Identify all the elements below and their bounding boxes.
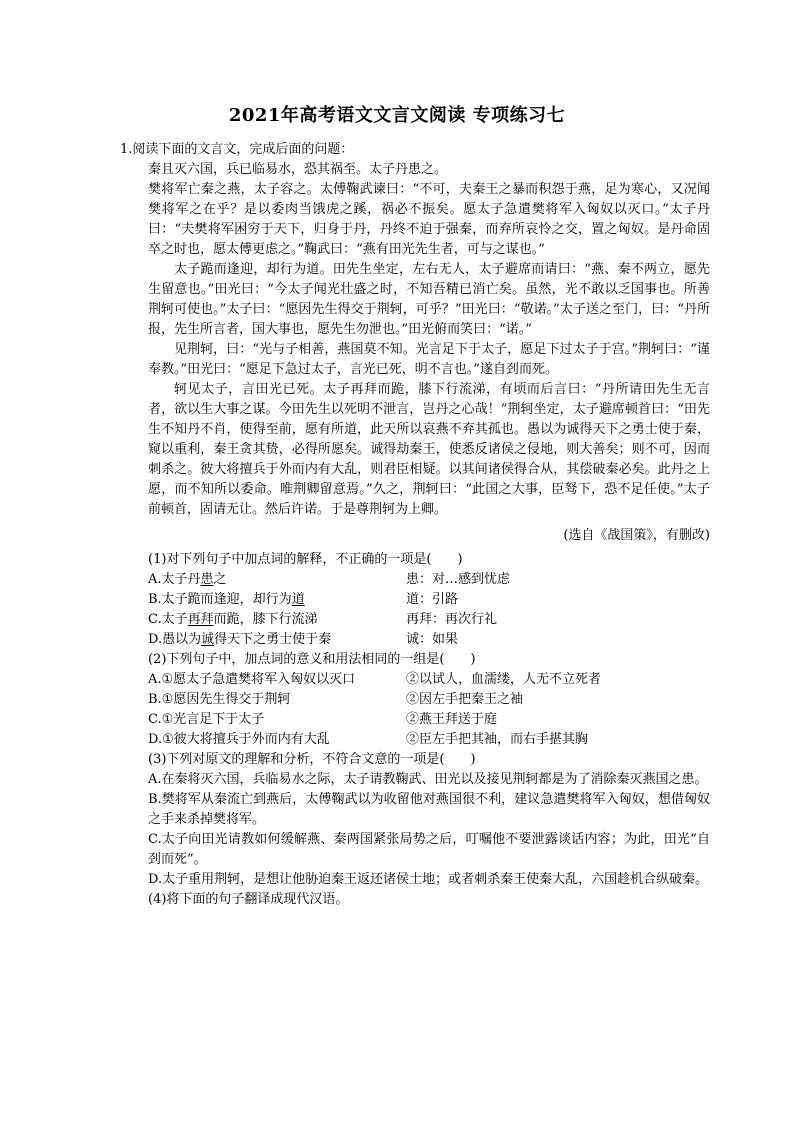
question-number: 1.: [120, 142, 133, 157]
subquestion-1-stem: (1)对下列句子中加点词的解释，不正确的一项是( ): [148, 552, 463, 567]
option-label: D.愚以为: [148, 632, 202, 647]
subquestion-2-stem: (2)下列句子中，加点词的意义和用法相同的一组是( ): [148, 652, 476, 667]
option-left: C.①光言足下于太子: [148, 712, 265, 727]
option-right: ②燕王拜送于庭: [406, 712, 498, 727]
subquestion-3-option: A.在秦将灭六国，兵临易水之际，太子请教鞠武、田光以及接见荆轲都是为了消除秦灭燕国之患。: [148, 772, 708, 787]
option-left: D.①彼大将擅兵于外而内有大乱: [148, 732, 330, 747]
option-label: A.太子丹: [148, 572, 201, 587]
option-label: B.太子跪而逢迎，却行为: [148, 592, 292, 607]
option-after: 而跪，膝下行流涕: [213, 612, 318, 627]
marked-word: 道: [291, 592, 305, 607]
option-left: B.①愿因先生得交于荆轲: [148, 692, 291, 707]
option-gloss: 再拜：再次行礼: [406, 612, 498, 627]
passage-paragraph: 太子跪而逢迎，却行为道。田先生坐定，左右无人，太子避席而请曰：“燕、秦不两立，愿先生留意也。”田光曰：“今太子闻光壮盛之时，不知吾精已消亡矣。虽然，光不敢以乏国事也。所善荆轲可使也。”太子曰：“愿因先生得交于荆轲，可乎？”田光曰：“敬诺。”太子送之至门，曰：“丹所报，先生所言者，国大事也，愿先生勿泄也。”田光俯而笑曰：“诺。”: [148, 262, 710, 337]
question-block: [120, 140, 710, 910]
option-right: ②因左手把秦王之袖: [406, 692, 524, 707]
option-gloss: 患：对…感到忧虑: [406, 572, 511, 587]
option-label: C.太子: [148, 612, 188, 627]
option-right: ②臣左手把其袖，而右手揕其胸: [406, 732, 589, 747]
passage: [148, 160, 710, 910]
passage-paragraph: 见荆轲，曰：“光与子相善，燕国莫不知。光言足下于太子，愿足下过太子于宫。”荆轲曰：“谨奉教。”田光曰：“愿足下急过太子，言光已死，明不言也。”遂自刭而死。: [148, 342, 710, 377]
source-note: (选自《战国策》，有删改): [563, 528, 710, 543]
option-left: A.①愿太子急遣樊将军入匈奴以灭口: [148, 672, 356, 687]
marked-word: 再拜: [187, 612, 214, 627]
marked-word: 患: [200, 572, 214, 587]
subquestion-3-stem: (3)下列对原文的理解和分析，不符合文意的一项是( ): [148, 752, 476, 767]
subquestion-2-option: [148, 710, 710, 730]
subquestion-3-option: D.太子重用荆轲，是想让他胁迫秦王返还诸侯土地；或者刺杀秦王使秦大乱，六国趁机合纵破秦。: [148, 872, 709, 887]
question-prompt-text: 阅读下面的文言文，完成后面的问题：: [132, 142, 354, 157]
option-gloss: 诚：如果: [406, 632, 459, 647]
option-after: 之: [213, 572, 227, 587]
page-title: 2021年高考语文文言文阅读 专项练习七: [228, 105, 566, 126]
subquestion-3-option: B.樊将军从秦流亡到燕后，太傅鞠武以为收留他对燕国很不利，建议急遣樊将军入匈奴，想借匈奴之手来杀掉樊将军。: [148, 792, 710, 827]
subquestion-2-option: [148, 670, 710, 690]
option-after: 得天下之勇士使于秦: [214, 632, 332, 647]
subquestion-4-stem: (4)将下面的句子翻译成现代汉语。: [148, 892, 349, 907]
subquestion-1-option: [148, 630, 710, 650]
passage-paragraph: 樊将军亡秦之燕，太子容之。太傅鞠武谏曰：“不可，夫秦王之暴而积怨于燕，足为寒心，又况闻樊将军之在乎？是以委肉当饿虎之蹊，祸必不振矣。愿太子急遣樊将军入匈奴以灭口。”太子丹曰：“夫樊将军困穷于天下，归身于丹，丹终不迫于强秦，而弃所哀怜之交，置之匈奴。是丹命固卒之时也，愿太傅更虑之。”鞠武曰：“燕有田光先生者，可与之谋也。”: [148, 182, 710, 257]
subquestion-1-option: [148, 610, 710, 630]
question-prompt: [120, 140, 710, 160]
option-right: ②以试人，血濡缕，人无不立死者: [406, 672, 602, 687]
passage-paragraph: 秦且灭六国，兵已临易水，恐其祸至。太子丹患之。: [148, 162, 448, 177]
passage-paragraph: 轲见太子，言田光已死。太子再拜而跪，膝下行流涕，有顷而后言曰：“丹所请田先生无言者，欲以生大事之谋。今田先生以死明不泄言，岂丹之心哉！”荆轲坐定，太子避席顿首曰：“田先生不知丹不肖，使得至前，愿有所道，此天所以哀燕不弃其孤也。愚以为诚得天下之勇士使于秦，窥以重利，秦王贪其贽，必得所愿矣。诚得劫秦王，使悉反诸侯之侵地，则大善矣；则不可，因而刺杀之。彼大将擅兵于外而内有大乱，则君臣相疑。以其间诸侯得合从，其偿破秦必矣。此丹之上愿，而不知所以委命。唯荆卿留意焉。”久之，荆轲曰：“此国之大事，臣驽下，恐不足任使。”太子前顿首，固请无让。然后许诺。于是尊荆轲为上卿。: [148, 382, 710, 517]
subquestion-2-option: [148, 690, 710, 710]
subquestion-2-option: [148, 730, 710, 750]
marked-word: 诚: [201, 632, 215, 647]
subquestion-1-option: [148, 590, 710, 610]
option-gloss: 道：引路: [406, 592, 459, 607]
subquestion-1-option: [148, 570, 710, 590]
subquestion-3-option: C.太子向田光请教如何缓解燕、秦两国紧张局势之后，叮嘱他不要泄露谈话内容；为此，田光“自刭而死”。: [148, 832, 710, 867]
